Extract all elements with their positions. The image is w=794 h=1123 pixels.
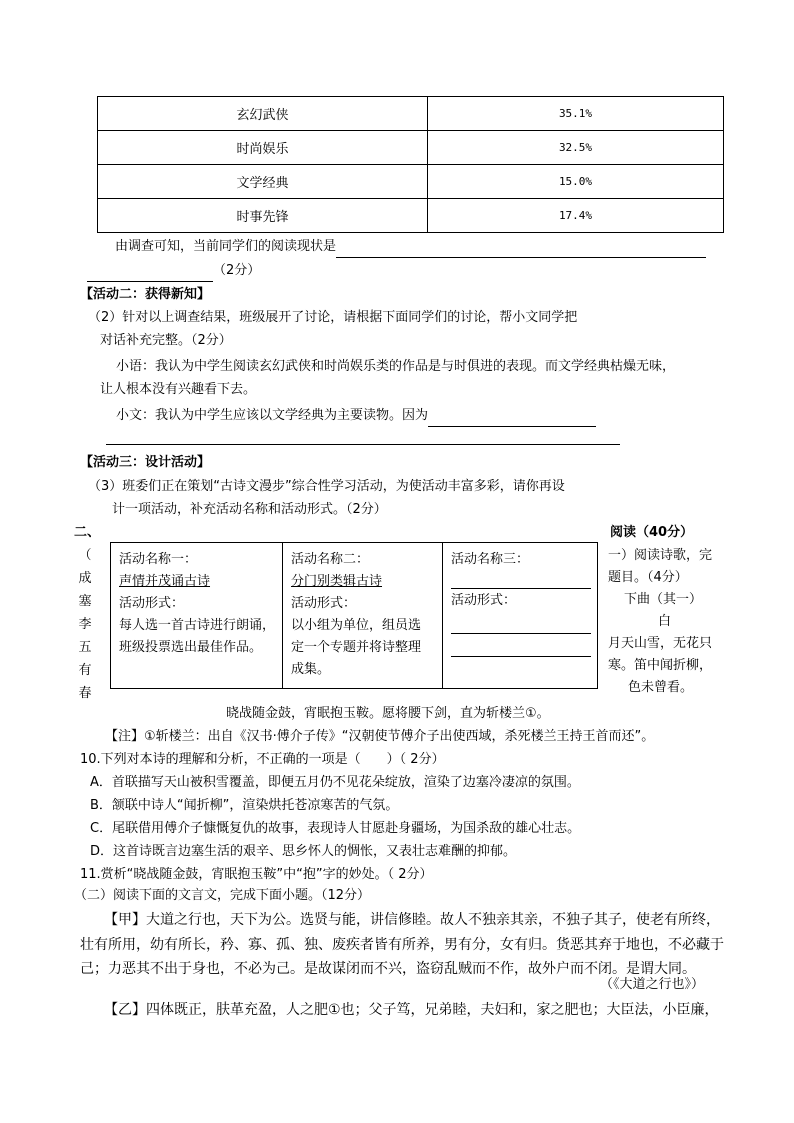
table-row — [98, 97, 724, 131]
answer-blank[interactable] — [428, 410, 596, 427]
answer-blank[interactable] — [451, 635, 591, 657]
survey-table — [97, 96, 724, 233]
activity-form-text: 每人选一首古诗进行朗诵， — [119, 618, 276, 633]
vertical-char: 有 — [78, 663, 92, 678]
answer-blank[interactable] — [87, 265, 213, 282]
q1-line2 — [87, 260, 260, 282]
answer-blank[interactable] — [336, 241, 706, 258]
activity2-question: （2）针对以上调查结果，班级展开了讨论，请根据下面同学们的讨论，帮小文同学把 — [88, 310, 578, 325]
sidebar-line: 题目。（4分） — [608, 570, 688, 585]
part2-heading: （二）阅读下面的文言文，完成下面小题。（12分） — [74, 888, 371, 903]
activity-form-label: 活动形式： — [119, 596, 185, 611]
q1-prompt: 由调查可知，当前同学们的阅读现状是 — [115, 239, 337, 254]
poem-line: 色未曾看。 — [628, 680, 694, 695]
answer-blank[interactable] — [106, 444, 620, 445]
activity-col-3 — [443, 543, 599, 688]
answer-blank[interactable] — [451, 612, 591, 634]
q10-option-c: C．尾联借用傅介子慷慨复仇的故事，表现诗人甘愿赴身疆场，为国杀敌的雄心壮志。 — [90, 821, 581, 836]
activity-design-table — [110, 542, 598, 689]
poem-author: 白 — [658, 614, 672, 629]
percent-cell: 32.5% — [428, 131, 724, 165]
table-row — [98, 165, 724, 199]
activity-form-label: 活动形式： — [291, 596, 357, 611]
q1-line — [115, 236, 706, 258]
category-cell: 时尚娱乐 — [98, 131, 428, 165]
activity2-title: 【活动二：获得新知】 — [80, 287, 211, 302]
xiaowen-text: 小文：我认为中学生应该以文学经典为主要读物。因为 — [116, 408, 429, 423]
xiaowen-dialog — [116, 405, 596, 427]
percent-cell: 17.4% — [428, 199, 724, 233]
activity-form-text: 定一个专题并将诗整理 — [291, 640, 422, 655]
activity-form-text: 以小组为单位，组员选 — [291, 618, 422, 633]
activity-name-label: 活动名称三： — [451, 552, 530, 567]
poem-last-line: 晓战随金鼓，宵眠抱玉鞍。愿将腰下剑，直为斩楼兰①。 — [226, 706, 550, 721]
activity3-title: 【活动三：设计活动】 — [80, 455, 211, 470]
poem-sidebar — [608, 545, 728, 699]
yi-passage-line: 【乙】四体既正，肤革充盈，人之肥①也；父子笃，兄弟睦，夫妇和，家之肥也；大臣法，小臣廉， — [104, 1002, 719, 1018]
vertical-char: （ — [78, 548, 92, 563]
jia-passage-line: 己；力恶其不出于身也，不必为己。是故谋闭而不兴，盗窃乱贼而不作，故外户而不闭。是谓大同。 — [80, 961, 696, 977]
jia-passage-line: 壮有所用，幼有所长，矜、寡、孤、独、废疾者皆有所养，男有分，女有归。货恶其弃于地也，不必藏于 — [80, 937, 724, 953]
activity-name-label: 活动名称一： — [119, 552, 198, 567]
activity-form-text: 班级投票选出最佳作品。 — [119, 640, 263, 655]
sidebar-line: 一）阅读诗歌，完 — [608, 548, 713, 563]
activity-form-text: 成集。 — [291, 662, 331, 677]
percent-cell: 35.1% — [428, 97, 724, 131]
q10-stem: 10.下列对本诗的理解和分析，不正确的一项是（ ）（ 2分） — [80, 752, 445, 767]
table-row — [98, 199, 724, 233]
activity2-question-cont: 对话补充完整。（2分） — [100, 333, 232, 348]
activity3-question: （3）班委们正在策划“古诗文漫步”综合性学习活动，为使活动丰富多彩，请你再设 — [88, 479, 565, 494]
activity-col-1 — [111, 543, 283, 688]
q11-stem: 11.赏析“晓战随金鼓，宵眠抱玉鞍”中“抱”字的妙处。（ 2分） — [80, 867, 433, 882]
vertical-char: 塞 — [78, 594, 92, 609]
activity-form-label: 活动形式： — [451, 593, 517, 608]
activity-col-2 — [283, 543, 443, 688]
category-cell: 文学经典 — [98, 165, 428, 199]
category-cell: 时事先锋 — [98, 199, 428, 233]
section2-heading: 二、 — [74, 525, 101, 540]
category-cell: 玄幻武侠 — [98, 97, 428, 131]
poem-line: 寒。笛中闻折柳， — [608, 658, 713, 673]
activity-name: 分门别类辑古诗 — [291, 574, 383, 589]
jia-source: （《大道之行也》） — [600, 977, 705, 992]
table-row — [98, 131, 724, 165]
activity-name: 声情并茂诵古诗 — [119, 574, 211, 589]
q10-option-b: B．颔联中诗人“闻折柳”，渲染烘托苍凉寒苦的气氛。 — [90, 798, 399, 813]
xiaoyu-dialog-cont: 让人根本没有兴趣看下去。 — [100, 382, 257, 397]
vertical-char: 五 — [78, 640, 92, 655]
jia-passage-line: 【甲】大道之行也，天下为公。选贤与能，讲信修睦。故人不独亲其亲，不独子其子，使老有所终， — [104, 912, 720, 928]
activity-name-label: 活动名称二： — [291, 552, 370, 567]
q10-option-a: A．首联描写天山被积雪覆盖，即便五月仍不见花朵绽放，渲染了边塞冷凄凉的氛围。 — [90, 775, 580, 790]
poem-line: 月天山雪，无花只 — [608, 636, 713, 651]
q10-option-d: D．这首诗既言边塞生活的艰辛、思乡怀人的惆怅，又表壮志难酬的抑郁。 — [90, 844, 517, 859]
xiaoyu-dialog: 小语：我认为中学生阅读玄幻武侠和时尚娱乐类的作品是与时俱进的表现。而文学经典枯燥无味， — [116, 359, 676, 374]
q1-score: （2分） — [213, 263, 261, 278]
percent-cell: 15.0% — [428, 165, 724, 199]
poem-title: 下曲（其一） — [624, 592, 703, 607]
vertical-char: 李 — [78, 617, 92, 632]
vertical-char: 成 — [78, 571, 92, 586]
reading-heading: 阅读（40分） — [610, 525, 694, 540]
vertical-char: 春 — [78, 686, 92, 701]
poem-note: 【注】①斩楼兰：出自《汉书·傅介子传》“汉朝使节傅介子出使西域，杀死楼兰王持王首而还”。 — [105, 729, 655, 744]
activity3-question-cont: 计一项活动，补充活动名称和活动形式。（2分） — [112, 502, 387, 517]
